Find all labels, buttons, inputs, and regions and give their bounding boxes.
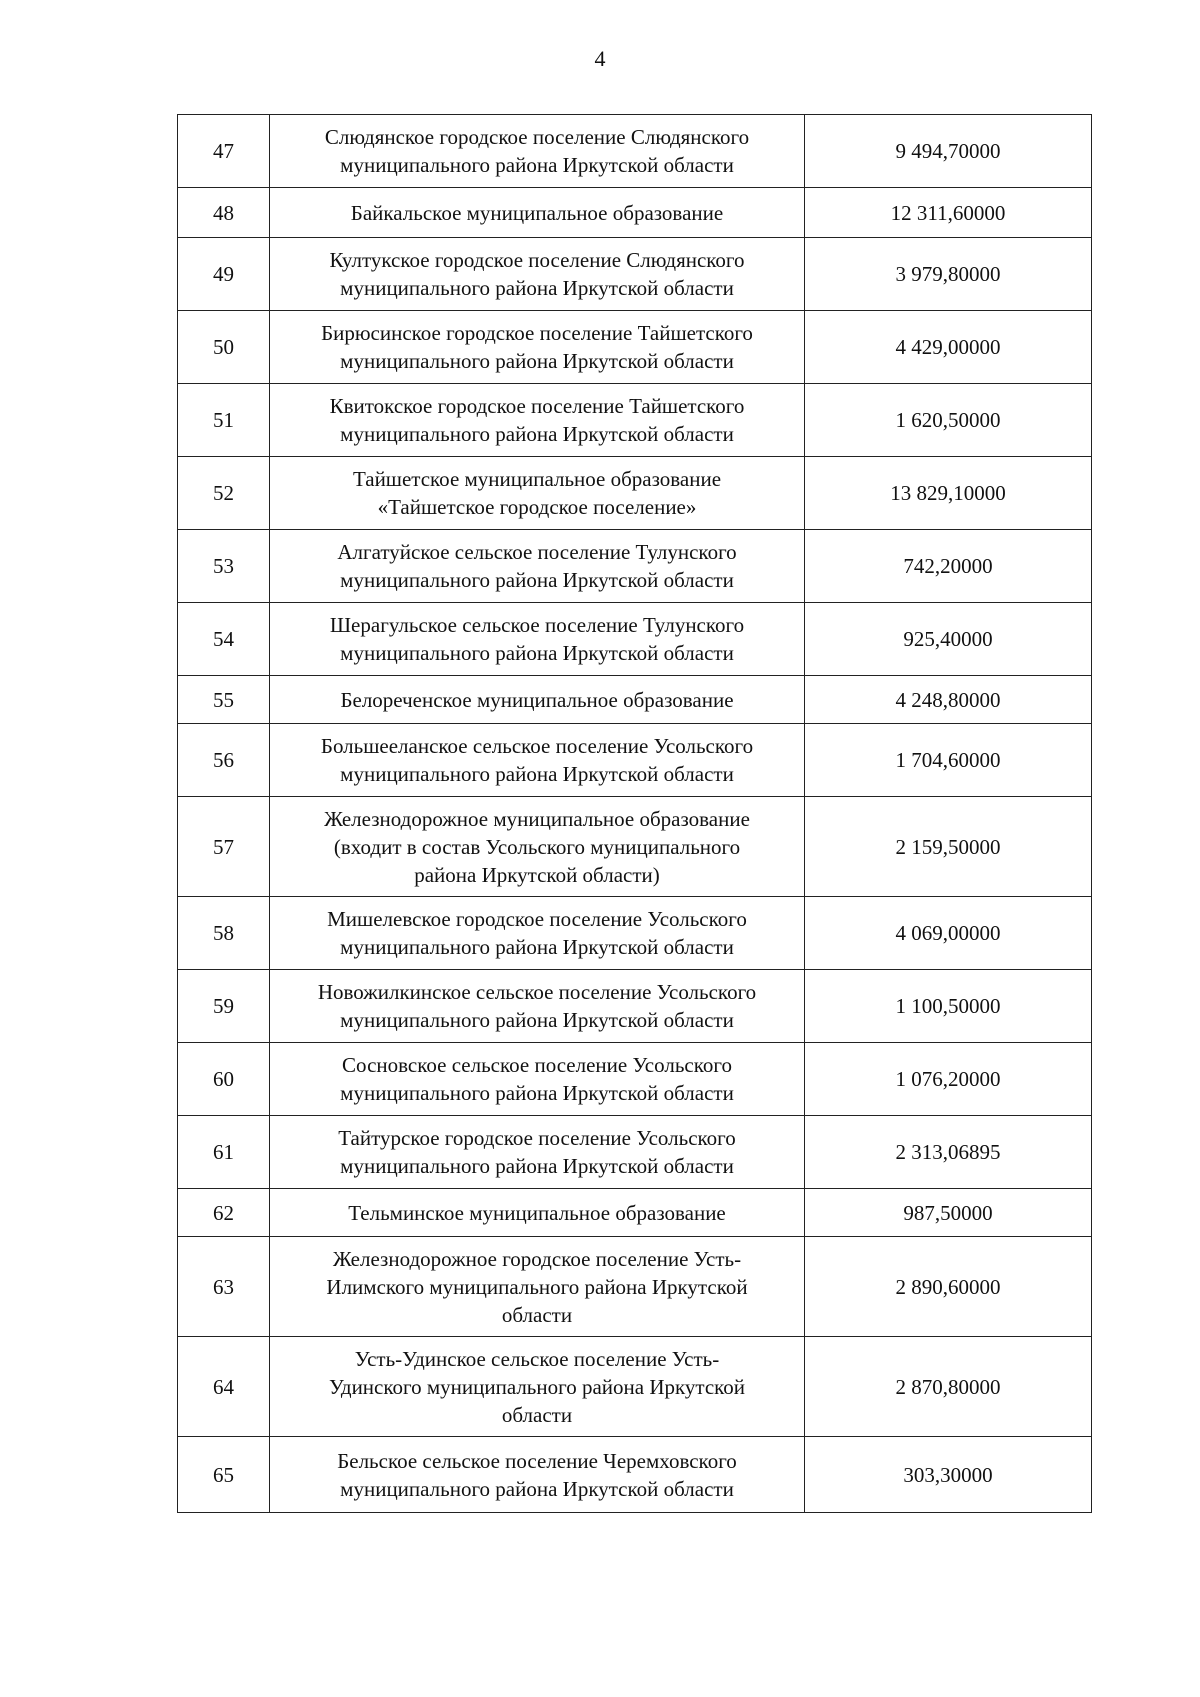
row-number: 54 bbox=[178, 603, 270, 676]
municipality-name-line: муниципального района Иркутской области bbox=[340, 568, 734, 592]
table-row bbox=[178, 897, 1092, 970]
municipality-name-line: Новожилкинское сельское поселение Усольского bbox=[317, 980, 757, 1004]
row-number: 62 bbox=[178, 1189, 270, 1237]
municipality-name-line: муниципального района Иркутской области bbox=[340, 641, 734, 665]
table-row bbox=[178, 1237, 1092, 1337]
row-number: 59 bbox=[178, 970, 270, 1043]
municipality-name bbox=[270, 384, 805, 457]
municipality-name bbox=[270, 1116, 805, 1189]
municipality-name-line: Слюдянское городское поселение Слюдянского bbox=[324, 125, 750, 149]
allocation-value: 4 248,80000 bbox=[805, 676, 1092, 724]
municipality-name bbox=[270, 1189, 805, 1237]
allocation-value: 303,30000 bbox=[805, 1437, 1092, 1513]
allocation-value: 1 704,60000 bbox=[805, 724, 1092, 797]
table-row bbox=[178, 188, 1092, 238]
allocation-value: 2 313,06895 bbox=[805, 1116, 1092, 1189]
allocation-value: 13 829,10000 bbox=[805, 457, 1092, 530]
table-row bbox=[178, 1189, 1092, 1237]
page-number: 4 bbox=[594, 46, 606, 71]
allocation-value: 987,50000 bbox=[805, 1189, 1092, 1237]
municipality-name-line: муниципального района Иркутской области bbox=[340, 422, 734, 446]
row-number: 51 bbox=[178, 384, 270, 457]
table-row bbox=[178, 797, 1092, 897]
allocation-value: 742,20000 bbox=[805, 530, 1092, 603]
municipality-name-line: Алгатуйское сельское поселение Тулунского bbox=[337, 540, 737, 564]
municipality-name-line: «Тайшетское городское поселение» bbox=[377, 495, 697, 519]
table-row bbox=[178, 1337, 1092, 1437]
municipality-name-line: Железнодорожное муниципальное образование bbox=[324, 806, 750, 831]
municipality-name bbox=[270, 1237, 805, 1337]
table-row bbox=[178, 676, 1092, 724]
allocation-value: 925,40000 bbox=[805, 603, 1092, 676]
row-number: 64 bbox=[178, 1337, 270, 1437]
table-row bbox=[178, 457, 1092, 530]
row-number: 52 bbox=[178, 457, 270, 530]
municipality-name bbox=[270, 897, 805, 970]
municipality-name-line: Железнодорожное городское поселение Усть- bbox=[332, 1246, 742, 1271]
table-row bbox=[178, 238, 1092, 311]
municipality-name-line: Мишелевское городское поселение Усольского bbox=[327, 907, 747, 931]
municipality-name-line: муниципального района Иркутской области bbox=[340, 1476, 734, 1501]
allocation-value: 4 429,00000 bbox=[805, 311, 1092, 384]
row-number: 58 bbox=[178, 897, 270, 970]
municipality-name bbox=[270, 603, 805, 676]
municipality-name-line: района Иркутской области) bbox=[414, 862, 660, 887]
municipality-name-line: Тельминское муниципальное образование bbox=[348, 1200, 726, 1225]
municipality-name-line: Бельское сельское поселение Черемховского bbox=[337, 1448, 737, 1473]
table-row bbox=[178, 724, 1092, 797]
municipality-name-line: муниципального района Иркутской области bbox=[340, 1154, 734, 1178]
municipality-name bbox=[270, 1337, 805, 1437]
municipality-name bbox=[270, 457, 805, 530]
municipality-name-line: муниципального района Иркутской области bbox=[340, 276, 734, 300]
row-number: 50 bbox=[178, 311, 270, 384]
municipality-name-line: Култукское городское поселение Слюдянского bbox=[329, 248, 745, 272]
municipality-name-line: муниципального района Иркутской области bbox=[340, 1081, 734, 1105]
allocation-value: 1 620,50000 bbox=[805, 384, 1092, 457]
municipality-name-line: (входит в состав Усольского муниципального bbox=[333, 834, 741, 859]
allocation-value: 2 870,80000 bbox=[805, 1337, 1092, 1437]
municipality-name-line: Шерагульское сельское поселение Тулунского bbox=[329, 613, 745, 637]
municipality-name-line: Тайшетское муниципальное образование bbox=[352, 467, 722, 491]
row-number: 60 bbox=[178, 1043, 270, 1116]
table-row bbox=[178, 115, 1092, 188]
municipality-name bbox=[270, 188, 805, 238]
municipality-name-line: Удинского муниципального района Иркутской bbox=[328, 1374, 746, 1399]
table-row bbox=[178, 384, 1092, 457]
table-row bbox=[178, 1043, 1092, 1116]
municipality-name-line: Бирюсинское городское поселение Тайшетского bbox=[321, 321, 753, 345]
municipality-name bbox=[270, 676, 805, 724]
municipality-name-line: Квитокское городское поселение Тайшетского bbox=[329, 394, 745, 418]
municipality-name bbox=[270, 1043, 805, 1116]
municipality-name-line: муниципального района Иркутской области bbox=[340, 153, 734, 177]
allocation-table bbox=[177, 114, 1092, 1513]
municipality-name-line: области bbox=[501, 1302, 573, 1327]
row-number: 47 bbox=[178, 115, 270, 188]
table-row bbox=[178, 1437, 1092, 1513]
municipality-name bbox=[270, 115, 805, 188]
municipality-name bbox=[270, 530, 805, 603]
row-number: 65 bbox=[178, 1437, 270, 1513]
allocation-value: 3 979,80000 bbox=[805, 238, 1092, 311]
municipality-name bbox=[270, 724, 805, 797]
municipality-name-line: муниципального района Иркутской области bbox=[340, 762, 734, 786]
municipality-name bbox=[270, 311, 805, 384]
row-number: 55 bbox=[178, 676, 270, 724]
municipality-name-line: Сосновское сельское поселение Усольского bbox=[342, 1053, 732, 1077]
row-number: 56 bbox=[178, 724, 270, 797]
municipality-name-line: Большееланское сельское поселение Усольского bbox=[320, 734, 754, 758]
municipality-name-line: Белореченское муниципальное образование bbox=[340, 687, 734, 712]
row-number: 49 bbox=[178, 238, 270, 311]
municipality-name-line: муниципального района Иркутской области bbox=[340, 935, 734, 959]
allocation-value: 12 311,60000 bbox=[805, 188, 1092, 238]
municipality-name bbox=[270, 970, 805, 1043]
municipality-name-line: Тайтурское городское поселение Усольского bbox=[338, 1126, 736, 1150]
municipality-name-line: области bbox=[501, 1402, 573, 1427]
row-number: 48 bbox=[178, 188, 270, 238]
municipality-name-line: Усть-Удинское сельское поселение Усть- bbox=[354, 1346, 720, 1371]
allocation-value: 4 069,00000 bbox=[805, 897, 1092, 970]
municipality-name bbox=[270, 1437, 805, 1513]
table-row bbox=[178, 530, 1092, 603]
table-row bbox=[178, 1116, 1092, 1189]
table-row bbox=[178, 970, 1092, 1043]
municipality-name-line: муниципального района Иркутской области bbox=[340, 349, 734, 373]
table-row bbox=[178, 311, 1092, 384]
table-body bbox=[178, 115, 1092, 1513]
row-number: 63 bbox=[178, 1237, 270, 1337]
municipality-name-line: муниципального района Иркутской области bbox=[340, 1008, 734, 1032]
row-number: 57 bbox=[178, 797, 270, 897]
municipality-name-line: Байкальское муниципальное образование bbox=[350, 200, 724, 225]
allocation-value: 2 890,60000 bbox=[805, 1237, 1092, 1337]
row-number: 53 bbox=[178, 530, 270, 603]
table-row bbox=[178, 603, 1092, 676]
municipality-name bbox=[270, 797, 805, 897]
allocation-value: 2 159,50000 bbox=[805, 797, 1092, 897]
row-number: 61 bbox=[178, 1116, 270, 1189]
municipality-name bbox=[270, 238, 805, 311]
allocation-value: 9 494,70000 bbox=[805, 115, 1092, 188]
municipality-name-line: Илимского муниципального района Иркутской bbox=[326, 1274, 748, 1299]
allocation-value: 1 076,20000 bbox=[805, 1043, 1092, 1116]
allocation-value: 1 100,50000 bbox=[805, 970, 1092, 1043]
